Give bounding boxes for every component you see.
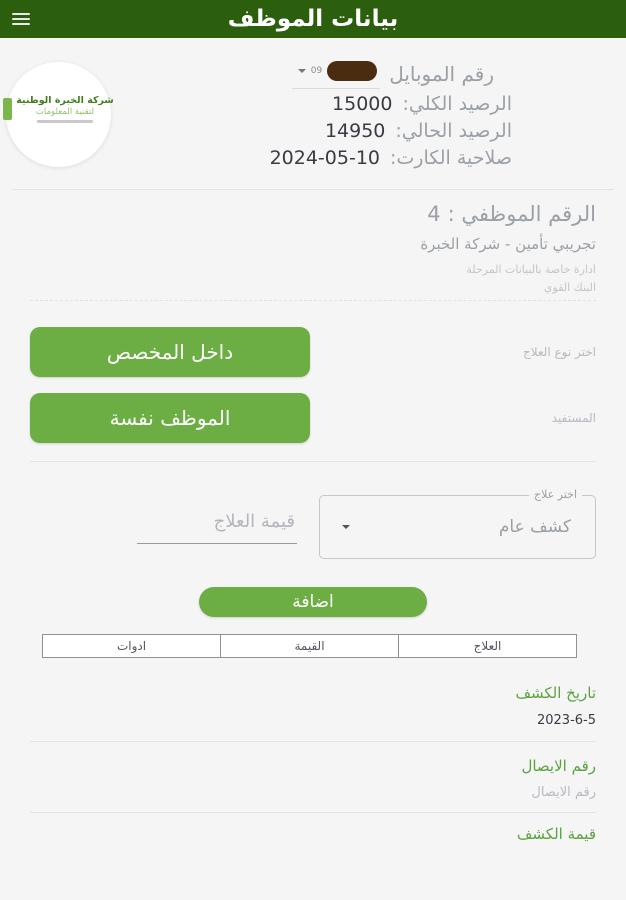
app-bar xyxy=(0,0,626,38)
logo-mark-icon xyxy=(3,98,12,120)
dashed-divider xyxy=(30,300,596,301)
card-validity-value: 2024-05-10 xyxy=(269,146,380,169)
total-balance-value: 15000 xyxy=(332,92,393,115)
menu-bar xyxy=(12,13,30,15)
add-button[interactable]: اضافة xyxy=(199,587,427,617)
column-value: القيمة xyxy=(221,635,399,658)
treatment-form-row xyxy=(0,488,626,559)
treatment-value-input[interactable] xyxy=(137,511,297,544)
menu-bar xyxy=(12,23,30,25)
mobile-number-code: 09 xyxy=(310,66,323,76)
treatment-select[interactable] xyxy=(319,488,596,559)
treatment-type-button[interactable]: داخل المخصص xyxy=(30,327,310,377)
receipt-number-label: رقم الايصال xyxy=(521,757,596,775)
beneficiary-label: المستفيد xyxy=(551,411,596,425)
divider xyxy=(30,812,596,813)
treatment-type-row xyxy=(0,327,626,377)
mobile-number-dropdown[interactable] xyxy=(292,59,380,89)
receipt-number-input[interactable] xyxy=(346,785,596,800)
logo-english-tagline xyxy=(37,120,93,123)
treatment-select-value: كشف عام xyxy=(498,517,571,537)
company-logo xyxy=(6,62,114,167)
mobile-number-label: رقم الموبايل xyxy=(389,62,494,86)
column-treatment: العلاج xyxy=(399,635,577,658)
employee-department: ادارة خاصة بالبيانات المرحلة xyxy=(466,263,596,276)
employee-number-value: 4 xyxy=(427,202,441,226)
mobile-number-redacted xyxy=(327,61,377,81)
logo-company-subtitle: لتقنية المعلومات xyxy=(35,106,95,117)
details-section xyxy=(0,684,626,844)
current-balance-label: الرصيد الحالي: xyxy=(395,119,512,142)
exam-value-label: قيمة الكشف xyxy=(516,825,596,843)
table-header-row xyxy=(43,635,577,658)
logo-company-name: شركة الخبرة الوطنية xyxy=(16,94,114,106)
exam-date-value[interactable]: 2023-6-5 xyxy=(536,713,596,728)
account-info-section xyxy=(0,38,626,171)
treatment-type-label: اختر نوع العلاج xyxy=(522,345,596,359)
divider xyxy=(30,461,596,462)
column-tools: ادوات xyxy=(43,635,221,658)
divider xyxy=(30,741,596,742)
hamburger-menu-icon[interactable] xyxy=(12,13,30,25)
employee-number-label: الرقم الموظفي : xyxy=(447,202,596,226)
chevron-down-icon xyxy=(298,69,306,77)
employee-number-row xyxy=(0,200,596,228)
company-logo-text xyxy=(16,95,113,123)
employee-identity-section xyxy=(0,190,626,294)
card-validity-label: صلاحية الكارت: xyxy=(390,146,512,169)
current-balance-value: 14950 xyxy=(324,119,386,142)
exam-date-label: تاريخ الكشف xyxy=(515,684,596,702)
beneficiary-button[interactable]: الموظف نفسة xyxy=(30,393,310,443)
page-title: بيانات الموظف xyxy=(227,6,399,32)
menu-bar xyxy=(12,18,30,20)
chevron-down-icon xyxy=(342,525,350,533)
employee-bank: البنك القوي xyxy=(543,281,596,294)
company-logo-inner xyxy=(3,95,113,123)
employee-company: تجريبي تأمين - شركة الخبرة xyxy=(420,235,596,253)
total-balance-label: الرصيد الكلي: xyxy=(402,92,512,115)
beneficiary-row xyxy=(0,393,626,443)
treatments-table xyxy=(42,634,577,658)
treatment-select-label: اختر علاج xyxy=(529,488,582,502)
